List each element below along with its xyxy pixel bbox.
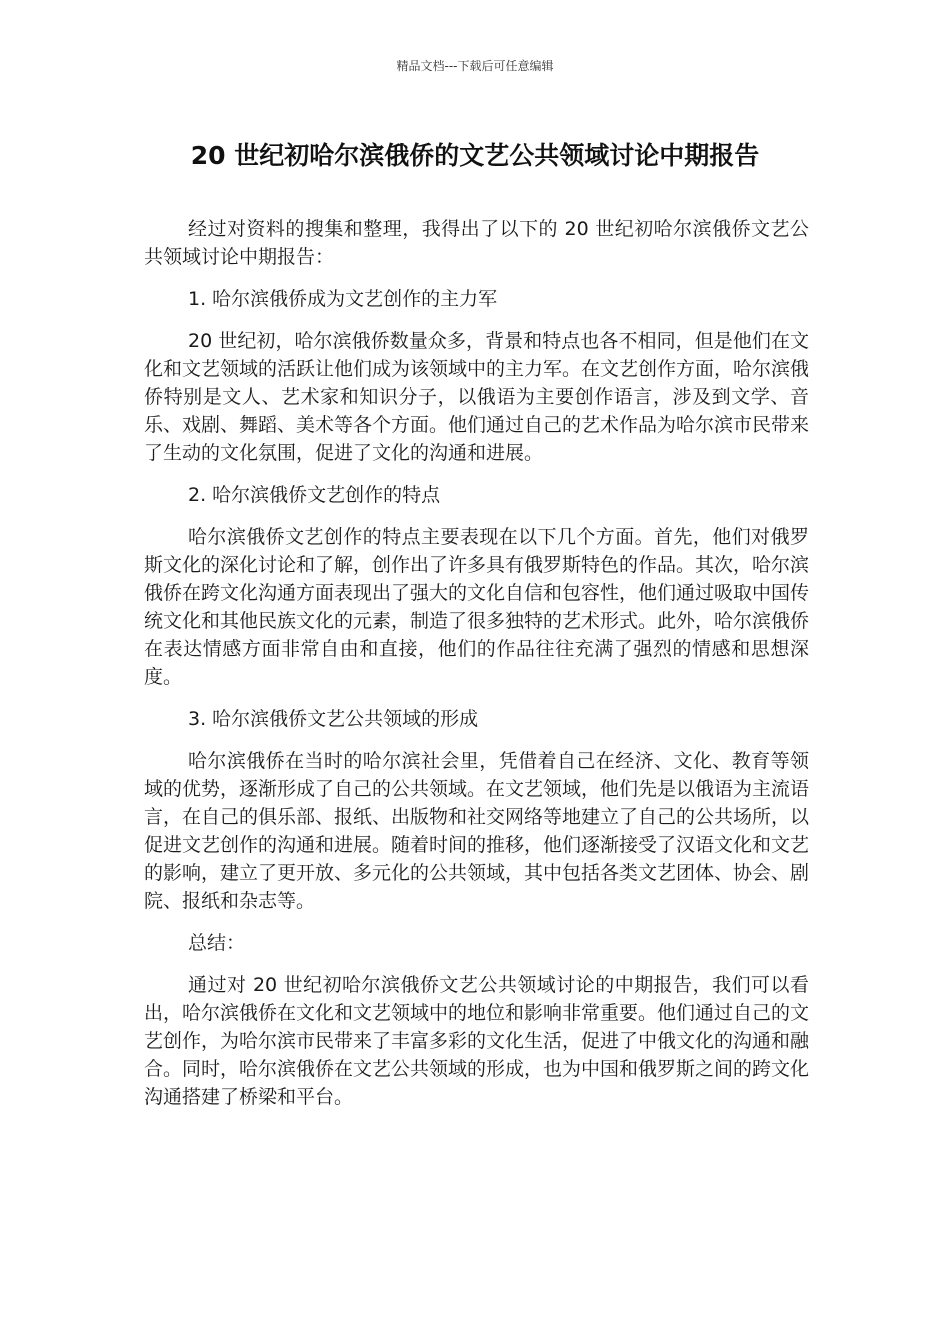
section-heading-3: 3. 哈尔滨俄侨文艺公共领域的形成 bbox=[188, 708, 479, 730]
summary-heading: 总结： bbox=[188, 932, 246, 954]
section-heading-2: 2. 哈尔滨俄侨文艺创作的特点 bbox=[188, 484, 441, 506]
summary-paragraph: 通过对 20 世纪初哈尔滨俄侨文艺公共领域讨论的中期报告，我们可以看出，哈尔滨俄侨在文化和文艺领域中的地位和影响非常重要。他们通过自己的文艺创作，为哈尔滨市民带来了丰富多彩的文化生活，促进了中俄文化的沟通和融合。同时，哈尔滨俄侨在文艺公共领域的形成，也为中国和俄罗斯之间的跨文化沟通搭建了桥梁和平台。 bbox=[144, 974, 810, 1108]
document-title: 20 世纪初哈尔滨俄侨的文艺公共领域讨论中期报告 bbox=[190, 141, 760, 170]
document-body bbox=[144, 215, 809, 1125]
page-header: 精品文档---下载后可任意编辑 bbox=[396, 59, 554, 73]
section-heading-1: 1. 哈尔滨俄侨成为文艺创作的主力军 bbox=[188, 288, 498, 310]
section-paragraph-2: 哈尔滨俄侨文艺创作的特点主要表现在以下几个方面。首先，他们对俄罗斯文化的深化讨论和了解，创作出了许多具有俄罗斯特色的作品。其次，哈尔滨俄侨在跨文化沟通方面表现出了强大的文化自信和包容性，他们通过吸取中国传统文化和其他民族文化的元素，制造了很多独特的艺术形式。此外，哈尔滨俄侨在表达情感方面非常自由和直接，他们的作品往往充满了强烈的情感和思想深度。 bbox=[144, 526, 810, 688]
section-paragraph-3: 哈尔滨俄侨在当时的哈尔滨社会里，凭借着自己在经济、文化、教育等领域的优势，逐渐形成了自己的公共领域。在文艺领域，他们先是以俄语为主流语言，在自己的俱乐部、报纸、出版物和社交网络等地建立了自己的公共场所，以促进文艺创作的沟通和进展。随着时间的推移，他们逐渐接受了汉语文化和文艺的影响，建立了更开放、多元化的公共领域，其中包括各类文艺团体、协会、剧院、报纸和杂志等。 bbox=[144, 750, 810, 912]
intro-paragraph: 经过对资料的搜集和整理，我得出了以下的 20 世纪初哈尔滨俄侨文艺公共领域讨论中期报告： bbox=[144, 218, 809, 268]
section-paragraph-1: 20 世纪初，哈尔滨俄侨数量众多，背景和特点也各不相同，但是他们在文化和文艺领域的活跃让他们成为该领域中的主力军。在文艺创作方面，哈尔滨俄侨特别是文人、艺术家和知识分子，以俄语为主要创作语言，涉及到文学、音乐、戏剧、舞蹈、美术等各个方面。他们通过自己的艺术作品为哈尔滨市民带来了生动的文化氛围，促进了文化的沟通和进展。 bbox=[144, 330, 810, 464]
